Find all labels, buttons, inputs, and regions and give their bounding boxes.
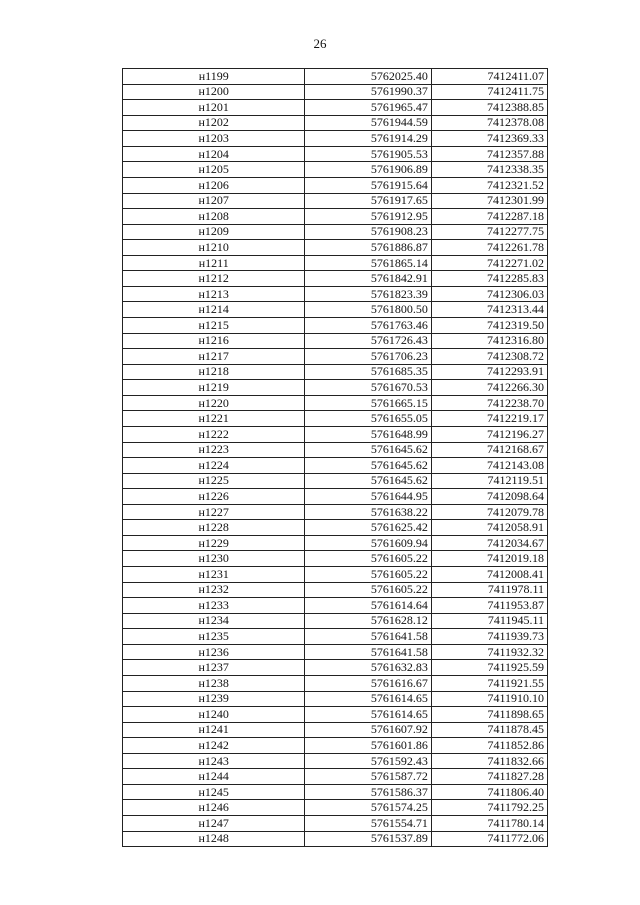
table-row xyxy=(123,224,548,240)
x-coordinate-cell: 5761685.35 xyxy=(305,364,431,380)
x-coordinate-cell: 5761601.86 xyxy=(305,738,431,754)
point-id-cell: н1204 xyxy=(123,146,305,162)
point-id-cell: н1244 xyxy=(123,769,305,785)
table-row xyxy=(123,535,548,551)
x-coordinate-cell: 5761609.94 xyxy=(305,535,431,551)
point-id-cell: н1209 xyxy=(123,224,305,240)
point-id-cell: н1201 xyxy=(123,100,305,116)
y-coordinate-cell: 7412369.33 xyxy=(431,131,547,147)
y-coordinate-cell: 7412277.75 xyxy=(431,224,547,240)
table-row xyxy=(123,800,548,816)
point-id-cell: н1199 xyxy=(123,69,305,85)
table-row xyxy=(123,115,548,131)
y-coordinate-cell: 7412079.78 xyxy=(431,504,547,520)
x-coordinate-cell: 5761648.99 xyxy=(305,426,431,442)
y-coordinate-cell: 7412261.78 xyxy=(431,240,547,256)
x-coordinate-cell: 5761574.25 xyxy=(305,800,431,816)
x-coordinate-cell: 5761914.29 xyxy=(305,131,431,147)
point-id-cell: н1218 xyxy=(123,364,305,380)
y-coordinate-cell: 7412357.88 xyxy=(431,146,547,162)
table-row xyxy=(123,769,548,785)
table-row xyxy=(123,349,548,365)
table-row xyxy=(123,489,548,505)
x-coordinate-cell: 5761665.15 xyxy=(305,395,431,411)
table-row xyxy=(123,426,548,442)
point-id-cell: н1206 xyxy=(123,177,305,193)
page-number: 26 xyxy=(313,36,327,51)
point-id-cell: н1247 xyxy=(123,816,305,832)
point-id-cell: н1210 xyxy=(123,240,305,256)
x-coordinate-cell: 5761842.91 xyxy=(305,271,431,287)
x-coordinate-cell: 5761625.42 xyxy=(305,520,431,536)
x-coordinate-cell: 5761644.95 xyxy=(305,489,431,505)
point-id-cell: н1241 xyxy=(123,722,305,738)
x-coordinate-cell: 5761886.87 xyxy=(305,240,431,256)
point-id-cell: н1233 xyxy=(123,598,305,614)
coordinates-table xyxy=(122,68,548,847)
y-coordinate-cell: 7412008.41 xyxy=(431,567,547,583)
x-coordinate-cell: 5761616.67 xyxy=(305,675,431,691)
point-id-cell: н1226 xyxy=(123,489,305,505)
table-row xyxy=(123,193,548,209)
coordinates-table-body xyxy=(123,69,548,847)
table-row xyxy=(123,131,548,147)
point-id-cell: н1234 xyxy=(123,613,305,629)
table-row xyxy=(123,411,548,427)
point-id-cell: н1224 xyxy=(123,458,305,474)
y-coordinate-cell: 7412321.52 xyxy=(431,177,547,193)
x-coordinate-cell: 5761592.43 xyxy=(305,753,431,769)
table-row xyxy=(123,146,548,162)
y-coordinate-cell: 7412143.08 xyxy=(431,458,547,474)
y-coordinate-cell: 7412098.64 xyxy=(431,489,547,505)
table-row xyxy=(123,162,548,178)
x-coordinate-cell: 5761670.53 xyxy=(305,380,431,396)
y-coordinate-cell: 7411939.73 xyxy=(431,629,547,645)
point-id-cell: н1227 xyxy=(123,504,305,520)
y-coordinate-cell: 7412168.67 xyxy=(431,442,547,458)
point-id-cell: н1231 xyxy=(123,567,305,583)
x-coordinate-cell: 5761917.65 xyxy=(305,193,431,209)
point-id-cell: н1238 xyxy=(123,675,305,691)
point-id-cell: н1207 xyxy=(123,193,305,209)
y-coordinate-cell: 7411910.10 xyxy=(431,691,547,707)
table-row xyxy=(123,271,548,287)
point-id-cell: н1245 xyxy=(123,784,305,800)
point-id-cell: н1230 xyxy=(123,551,305,567)
x-coordinate-cell: 5761645.62 xyxy=(305,458,431,474)
table-row xyxy=(123,738,548,754)
x-coordinate-cell: 5761645.62 xyxy=(305,442,431,458)
point-id-cell: н1246 xyxy=(123,800,305,816)
table-row xyxy=(123,209,548,225)
y-coordinate-cell: 7411932.32 xyxy=(431,644,547,660)
point-id-cell: н1208 xyxy=(123,209,305,225)
table-row xyxy=(123,333,548,349)
y-coordinate-cell: 7411780.14 xyxy=(431,816,547,832)
table-row xyxy=(123,644,548,660)
table-row xyxy=(123,598,548,614)
y-coordinate-cell: 7412019.18 xyxy=(431,551,547,567)
x-coordinate-cell: 5761628.12 xyxy=(305,613,431,629)
point-id-cell: н1221 xyxy=(123,411,305,427)
y-coordinate-cell: 7411878.45 xyxy=(431,722,547,738)
table-row xyxy=(123,504,548,520)
y-coordinate-cell: 7412316.80 xyxy=(431,333,547,349)
y-coordinate-cell: 7411772.06 xyxy=(431,831,547,847)
y-coordinate-cell: 7411852.86 xyxy=(431,738,547,754)
x-coordinate-cell: 5761641.58 xyxy=(305,629,431,645)
y-coordinate-cell: 7411806.40 xyxy=(431,784,547,800)
y-coordinate-cell: 7411792.25 xyxy=(431,800,547,816)
point-id-cell: н1214 xyxy=(123,302,305,318)
x-coordinate-cell: 5761865.14 xyxy=(305,255,431,271)
table-row xyxy=(123,380,548,396)
point-id-cell: н1213 xyxy=(123,286,305,302)
x-coordinate-cell: 5761800.50 xyxy=(305,302,431,318)
point-id-cell: н1219 xyxy=(123,380,305,396)
x-coordinate-cell: 5761605.22 xyxy=(305,551,431,567)
y-coordinate-cell: 7412266.30 xyxy=(431,380,547,396)
table-row xyxy=(123,831,548,847)
point-id-cell: н1232 xyxy=(123,582,305,598)
x-coordinate-cell: 5761915.64 xyxy=(305,177,431,193)
table-row xyxy=(123,364,548,380)
x-coordinate-cell: 5761912.95 xyxy=(305,209,431,225)
x-coordinate-cell: 5761632.83 xyxy=(305,660,431,676)
y-coordinate-cell: 7412271.02 xyxy=(431,255,547,271)
table-row xyxy=(123,551,548,567)
table-row xyxy=(123,458,548,474)
y-coordinate-cell: 7411832.66 xyxy=(431,753,547,769)
x-coordinate-cell: 5761614.65 xyxy=(305,707,431,723)
table-row xyxy=(123,816,548,832)
point-id-cell: н1239 xyxy=(123,691,305,707)
y-coordinate-cell: 7412287.18 xyxy=(431,209,547,225)
table-row xyxy=(123,753,548,769)
point-id-cell: н1216 xyxy=(123,333,305,349)
table-row xyxy=(123,302,548,318)
table-row xyxy=(123,582,548,598)
table-row xyxy=(123,784,548,800)
y-coordinate-cell: 7412319.50 xyxy=(431,318,547,334)
point-id-cell: н1220 xyxy=(123,395,305,411)
y-coordinate-cell: 7412238.70 xyxy=(431,395,547,411)
y-coordinate-cell: 7412293.91 xyxy=(431,364,547,380)
table-row xyxy=(123,240,548,256)
y-coordinate-cell: 7412338.35 xyxy=(431,162,547,178)
point-id-cell: н1217 xyxy=(123,349,305,365)
y-coordinate-cell: 7412308.72 xyxy=(431,349,547,365)
point-id-cell: н1236 xyxy=(123,644,305,660)
x-coordinate-cell: 5761944.59 xyxy=(305,115,431,131)
y-coordinate-cell: 7411898.65 xyxy=(431,707,547,723)
point-id-cell: н1202 xyxy=(123,115,305,131)
y-coordinate-cell: 7411945.11 xyxy=(431,613,547,629)
x-coordinate-cell: 5761726.43 xyxy=(305,333,431,349)
y-coordinate-cell: 7412411.07 xyxy=(431,69,547,85)
point-id-cell: н1240 xyxy=(123,707,305,723)
x-coordinate-cell: 5761823.39 xyxy=(305,286,431,302)
table-row xyxy=(123,286,548,302)
x-coordinate-cell: 5761763.46 xyxy=(305,318,431,334)
table-row xyxy=(123,660,548,676)
table-row xyxy=(123,520,548,536)
x-coordinate-cell: 5761990.37 xyxy=(305,84,431,100)
point-id-cell: н1235 xyxy=(123,629,305,645)
x-coordinate-cell: 5761645.62 xyxy=(305,473,431,489)
y-coordinate-cell: 7412119.51 xyxy=(431,473,547,489)
point-id-cell: н1229 xyxy=(123,535,305,551)
point-id-cell: н1243 xyxy=(123,753,305,769)
point-id-cell: н1203 xyxy=(123,131,305,147)
x-coordinate-cell: 5761554.71 xyxy=(305,816,431,832)
x-coordinate-cell: 5761908.23 xyxy=(305,224,431,240)
x-coordinate-cell: 5761638.22 xyxy=(305,504,431,520)
point-id-cell: н1228 xyxy=(123,520,305,536)
x-coordinate-cell: 5761906.89 xyxy=(305,162,431,178)
x-coordinate-cell: 5761655.05 xyxy=(305,411,431,427)
y-coordinate-cell: 7412285.83 xyxy=(431,271,547,287)
table-row xyxy=(123,395,548,411)
y-coordinate-cell: 7411925.59 xyxy=(431,660,547,676)
table-row xyxy=(123,691,548,707)
table-row xyxy=(123,84,548,100)
y-coordinate-cell: 7411921.55 xyxy=(431,675,547,691)
table-row xyxy=(123,69,548,85)
table-row xyxy=(123,707,548,723)
x-coordinate-cell: 5761605.22 xyxy=(305,582,431,598)
x-coordinate-cell: 5762025.40 xyxy=(305,69,431,85)
table-row xyxy=(123,177,548,193)
point-id-cell: н1225 xyxy=(123,473,305,489)
table-row xyxy=(123,473,548,489)
x-coordinate-cell: 5761537.89 xyxy=(305,831,431,847)
point-id-cell: н1237 xyxy=(123,660,305,676)
y-coordinate-cell: 7411827.28 xyxy=(431,769,547,785)
table-row xyxy=(123,255,548,271)
x-coordinate-cell: 5761586.37 xyxy=(305,784,431,800)
y-coordinate-cell: 7411953.87 xyxy=(431,598,547,614)
y-coordinate-cell: 7412313.44 xyxy=(431,302,547,318)
point-id-cell: н1248 xyxy=(123,831,305,847)
table-row xyxy=(123,567,548,583)
point-id-cell: н1222 xyxy=(123,426,305,442)
table-row xyxy=(123,442,548,458)
table-row xyxy=(123,722,548,738)
y-coordinate-cell: 7412411.75 xyxy=(431,84,547,100)
x-coordinate-cell: 5761641.58 xyxy=(305,644,431,660)
point-id-cell: н1242 xyxy=(123,738,305,754)
table-row xyxy=(123,613,548,629)
y-coordinate-cell: 7412034.67 xyxy=(431,535,547,551)
point-id-cell: н1200 xyxy=(123,84,305,100)
y-coordinate-cell: 7412388.85 xyxy=(431,100,547,116)
x-coordinate-cell: 5761706.23 xyxy=(305,349,431,365)
x-coordinate-cell: 5761614.65 xyxy=(305,691,431,707)
point-id-cell: н1211 xyxy=(123,255,305,271)
y-coordinate-cell: 7412301.99 xyxy=(431,193,547,209)
table-row xyxy=(123,100,548,116)
table-row xyxy=(123,629,548,645)
y-coordinate-cell: 7412306.03 xyxy=(431,286,547,302)
x-coordinate-cell: 5761965.47 xyxy=(305,100,431,116)
x-coordinate-cell: 5761905.53 xyxy=(305,146,431,162)
y-coordinate-cell: 7412219.17 xyxy=(431,411,547,427)
table-row xyxy=(123,318,548,334)
y-coordinate-cell: 7412196.27 xyxy=(431,426,547,442)
y-coordinate-cell: 7412058.91 xyxy=(431,520,547,536)
x-coordinate-cell: 5761605.22 xyxy=(305,567,431,583)
x-coordinate-cell: 5761587.72 xyxy=(305,769,431,785)
y-coordinate-cell: 7411978.11 xyxy=(431,582,547,598)
point-id-cell: н1205 xyxy=(123,162,305,178)
point-id-cell: н1215 xyxy=(123,318,305,334)
point-id-cell: н1223 xyxy=(123,442,305,458)
x-coordinate-cell: 5761614.64 xyxy=(305,598,431,614)
table-row xyxy=(123,675,548,691)
x-coordinate-cell: 5761607.92 xyxy=(305,722,431,738)
point-id-cell: н1212 xyxy=(123,271,305,287)
y-coordinate-cell: 7412378.08 xyxy=(431,115,547,131)
